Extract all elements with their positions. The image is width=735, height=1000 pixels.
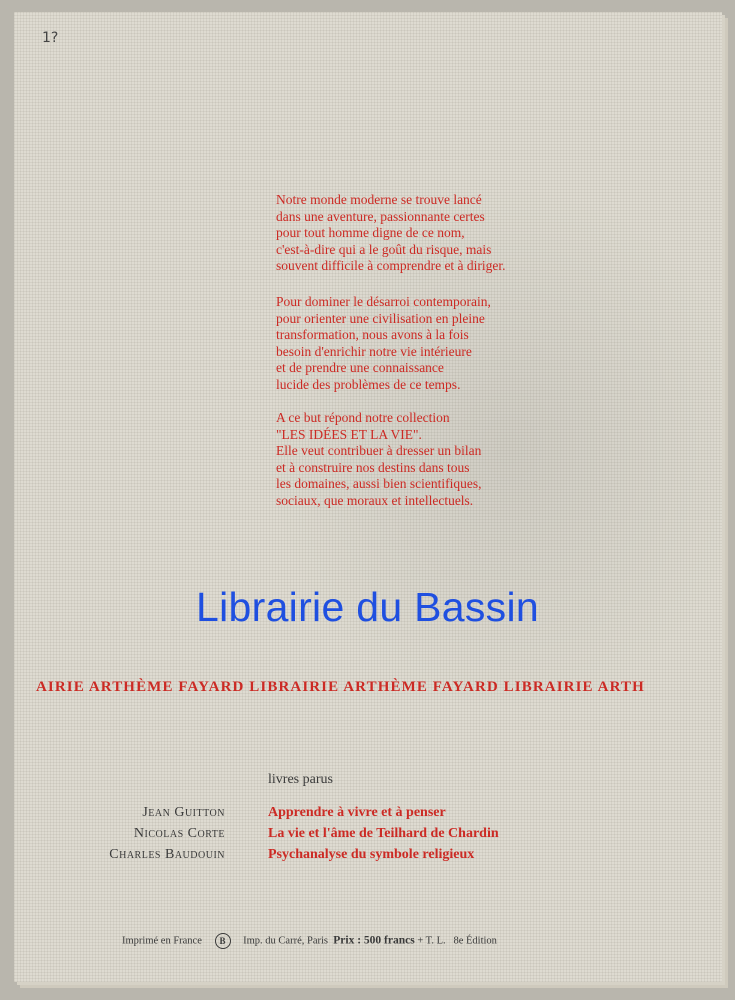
intro-paragraph-2: Pour dominer le désarroi contemporain, pour orienter une civilisation en pleine transformation, nous avons à la fois besoin d'enrichir notre vie intérieure et de prendre une connaissance lucide des problèmes de ce temps.: [276, 294, 491, 392]
printer-name: Imp. du Carré, Paris: [243, 935, 328, 947]
list-item: [0, 826, 735, 847]
publisher-band: [28, 677, 735, 701]
edition-label: 8e Édition: [453, 935, 497, 947]
book-title: Apprendre à vivre et à penser: [268, 805, 446, 820]
bookseller-watermark: Librairie du Bassin: [196, 584, 539, 630]
printed-in-label: Imprimé en France: [122, 935, 202, 947]
publisher-band-text: AIRIE ARTHÈME FAYARD LIBRAIRIE ARTHÈME FAYARD LIBRAIRIE ARTH: [36, 679, 645, 695]
published-books-list: [0, 805, 735, 868]
books-heading: livres parus: [268, 772, 333, 787]
book-title: Psychanalyse du symbole religieux: [268, 847, 475, 862]
price-label: Prix : 500 francs: [333, 934, 415, 947]
list-item: [0, 805, 735, 826]
tax-label: + T. L.: [417, 935, 446, 947]
handwritten-mark: 1?: [42, 30, 59, 46]
book-title: La vie et l'âme de Teilhard de Chardin: [268, 826, 499, 841]
book-author: Nicolas Corte: [133, 826, 225, 841]
imprint-footer: [122, 933, 497, 949]
book-author: Jean Guitton: [142, 805, 225, 820]
printer-logo-icon: B: [215, 933, 231, 949]
book-author: Charles Baudouin: [109, 847, 225, 862]
intro-paragraph-1: Notre monde moderne se trouve lancé dans une aventure, passionnante certes pour tout homme digne de ce nom, c'est-à-dire qui a le goût du risque, mais souvent difficile à comprendre et à diriger.: [276, 192, 506, 273]
intro-paragraph-3: A ce but répond notre collection "LES IDÉES ET LA VIE". Elle veut contribuer à dresser un bilan et à construire nos destins dans tous les domaines, aussi bien scientifiques, sociaux, que moraux et intellectuels.: [276, 410, 482, 508]
list-item: [0, 847, 735, 868]
